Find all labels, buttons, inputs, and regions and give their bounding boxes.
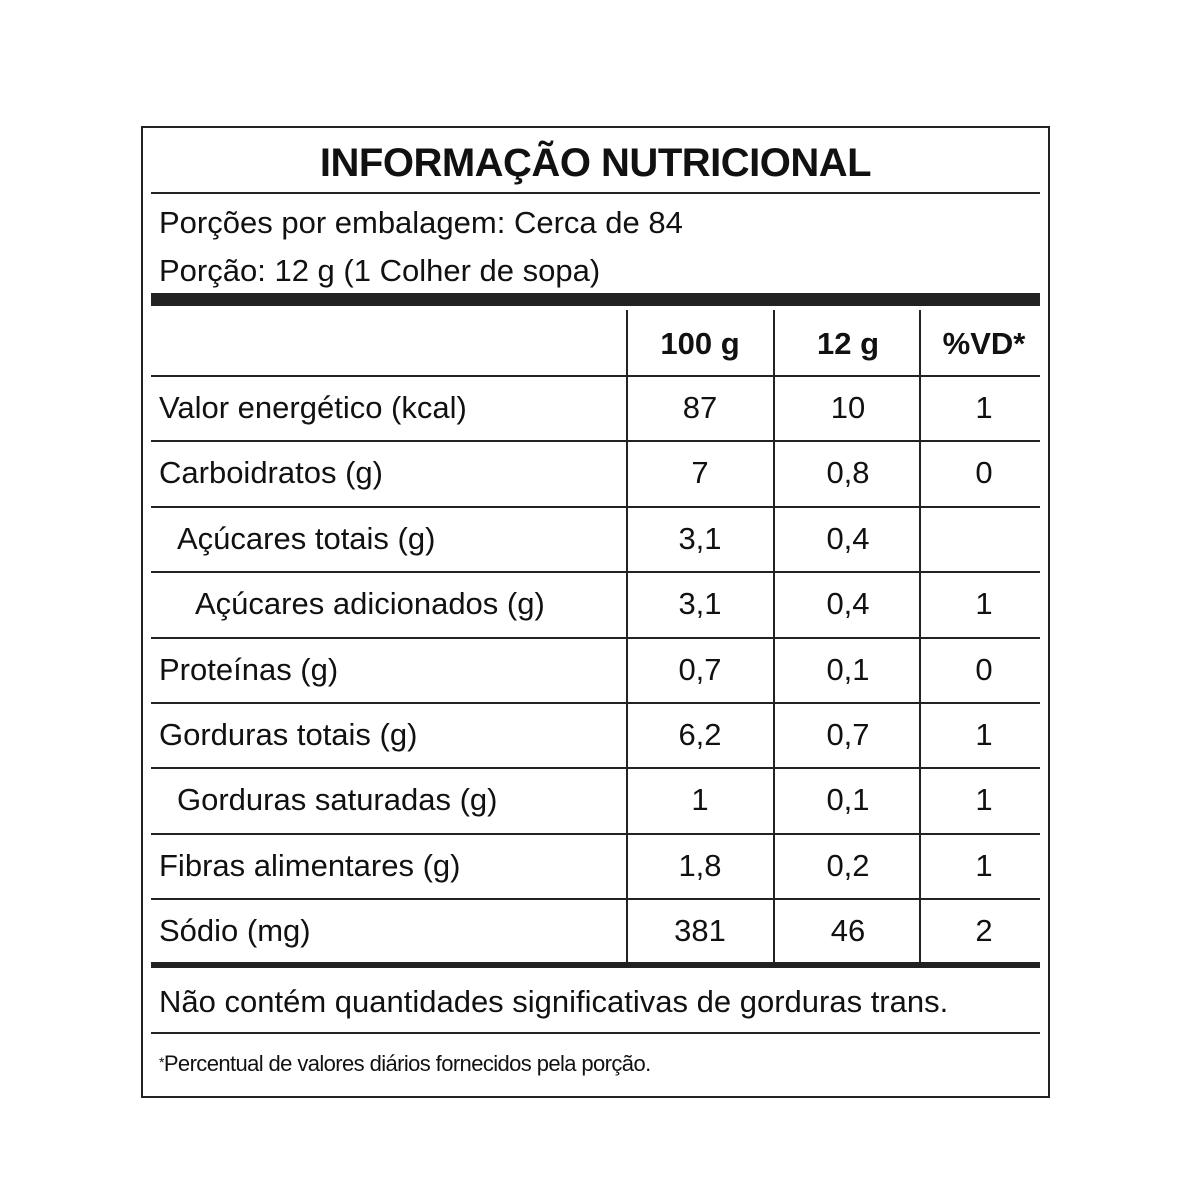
table-row: [151, 834, 1040, 898]
value-per-100g: 3,1: [678, 586, 722, 622]
column-header-vd: %VD*: [942, 326, 1026, 361]
table-row: [151, 572, 1040, 636]
value-daily-percent: 1: [975, 390, 993, 425]
footnote-text: Percentual de valores diários fornecidos pela porção.: [163, 1051, 651, 1076]
servings-per-package: Porções por embalagem: Cerca de 84: [159, 205, 683, 240]
table-header-row: [151, 312, 1040, 376]
nutrient-name: Valor energético (kcal): [159, 390, 467, 425]
value-per-serving: 0,4: [826, 586, 870, 622]
value-daily-percent: 0: [975, 651, 993, 687]
value-per-100g: 87: [682, 390, 718, 425]
value-per-serving: 46: [830, 913, 866, 949]
value-per-100g: 6,2: [678, 717, 722, 752]
footnote-mark: *: [159, 1054, 164, 1070]
trans-fat-note: Não contém quantidades significativas de gorduras trans.: [159, 984, 949, 1019]
value-daily-percent: 2: [975, 913, 993, 949]
value-per-serving: 0,1: [826, 782, 870, 818]
thick-divider: [151, 293, 1040, 306]
value-daily-percent: 1: [975, 782, 993, 818]
table-row: [151, 441, 1040, 505]
table-row: [151, 507, 1040, 571]
value-per-100g: 381: [674, 913, 726, 949]
serving-size: Porção: 12 g (1 Colher de sopa): [159, 253, 601, 288]
table-row: [151, 376, 1040, 440]
nutrition-facts-label: [141, 126, 1050, 1098]
value-daily-percent: [923, 507, 1045, 571]
table-row: [151, 638, 1040, 702]
nutrient-name: Sódio (mg): [159, 913, 311, 949]
nutrient-name: Gorduras saturadas (g): [177, 782, 498, 818]
column-rule: [919, 310, 921, 962]
value-per-serving: 0,1: [826, 651, 870, 687]
nutrient-name: Açúcares totais (g): [177, 520, 436, 556]
column-header-100g: 100 g: [660, 326, 740, 361]
value-daily-percent: 1: [975, 586, 993, 622]
nutrient-name: Proteínas (g): [159, 651, 339, 687]
value-per-100g: 1,8: [678, 847, 722, 883]
column-rule: [626, 310, 628, 962]
column-header-serving: 12 g: [816, 326, 880, 361]
value-per-serving: 0,4: [826, 520, 870, 556]
value-daily-percent: 0: [975, 455, 993, 491]
column-rule: [773, 310, 775, 962]
nutrient-name: Carboidratos (g): [159, 455, 383, 491]
value-per-serving: 0,8: [826, 455, 870, 491]
value-per-100g: 3,1: [678, 520, 722, 556]
nutrient-name: Gorduras totais (g): [159, 717, 418, 752]
value-per-serving: 0,2: [826, 847, 870, 883]
divider: [151, 192, 1040, 194]
divider: [151, 1032, 1040, 1034]
table-row: [151, 703, 1040, 767]
value-per-serving: 10: [830, 390, 866, 425]
value-daily-percent: 1: [975, 847, 993, 883]
table-row: [151, 899, 1040, 963]
value-per-serving: 0,7: [826, 717, 870, 752]
value-per-100g: 7: [691, 455, 709, 491]
nutrient-name: Açúcares adicionados (g): [195, 586, 545, 622]
label-title: INFORMAÇÃO NUTRICIONAL: [319, 141, 872, 185]
value-daily-percent: 1: [975, 717, 993, 752]
value-per-100g: 0,7: [678, 651, 722, 687]
nutrient-name: Fibras alimentares (g): [159, 847, 461, 883]
table-row: [151, 768, 1040, 832]
footnote: [159, 1046, 651, 1082]
thick-divider: [151, 962, 1040, 968]
value-per-100g: 1: [691, 782, 709, 818]
